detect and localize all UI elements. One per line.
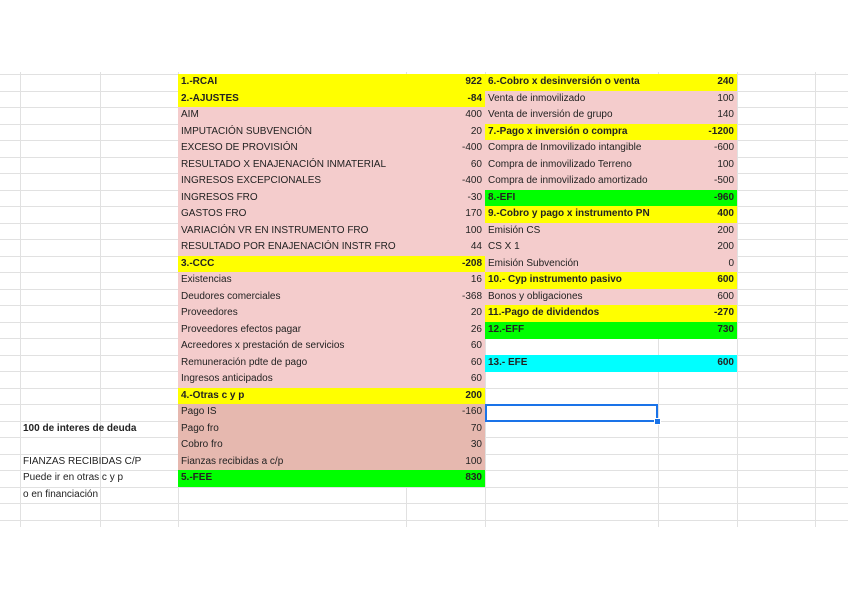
right_block-value-cell[interactable]: 400: [658, 206, 737, 223]
left_block-value-cell[interactable]: 922: [406, 74, 485, 91]
selected-cell[interactable]: [485, 404, 658, 422]
left_block-value-cell[interactable]: -208: [406, 256, 485, 273]
left_block-label-cell[interactable]: EXCESO DE PROVISIÓN: [178, 140, 406, 157]
left_block-label-cell[interactable]: Acreedores x prestación de servicios: [178, 338, 406, 355]
right_block-value-cell[interactable]: 730: [658, 322, 737, 339]
fill-handle[interactable]: [654, 418, 661, 425]
right_block-value-cell[interactable]: -960: [658, 190, 737, 207]
note-cell[interactable]: o en financiación: [23, 489, 99, 500]
right_block-label-cell[interactable]: Venta de inversión de grupo: [485, 107, 658, 124]
note-cell[interactable]: Puede ir en otras c y p: [23, 472, 124, 483]
left_block-label-cell[interactable]: IMPUTACIÓN SUBVENCIÓN: [178, 124, 406, 141]
left_block-label-cell[interactable]: Fianzas recibidas a c/p: [178, 454, 406, 471]
right_block-value-cell[interactable]: 140: [658, 107, 737, 124]
left_block-label-cell[interactable]: RESULTADO POR ENAJENACIÓN INSTR FRO: [178, 239, 406, 256]
left_block-value-cell[interactable]: 60: [406, 371, 485, 388]
left_block-label-cell[interactable]: Pago fro: [178, 421, 406, 438]
note-cell[interactable]: FIANZAS RECIBIDAS C/P: [23, 456, 142, 467]
column-gridline: [737, 72, 738, 527]
right_block-label-cell[interactable]: 11.-Pago de dividendos: [485, 305, 658, 322]
left_block-value-cell[interactable]: 30: [406, 437, 485, 454]
left_block-label-cell[interactable]: Proveedores efectos pagar: [178, 322, 406, 339]
left_block-value-cell[interactable]: -84: [406, 91, 485, 108]
left_block-label-cell[interactable]: Proveedores: [178, 305, 406, 322]
left_block-value-cell[interactable]: -30: [406, 190, 485, 207]
right_block-label-cell[interactable]: Compra de Inmovilizado intangible: [485, 140, 658, 157]
left_block-label-cell[interactable]: Remuneración pdte de pago: [178, 355, 406, 372]
left_block-label-cell[interactable]: AIM: [178, 107, 406, 124]
left_block-value-cell[interactable]: 26: [406, 322, 485, 339]
left_block-value-cell[interactable]: -400: [406, 140, 485, 157]
left_block-value-cell[interactable]: 830: [406, 470, 485, 487]
left_block-label-cell[interactable]: INGRESOS EXCEPCIONALES: [178, 173, 406, 190]
right_block-label-cell[interactable]: 9.-Cobro y pago x instrumento PN: [485, 206, 658, 223]
left_block-label-cell[interactable]: INGRESOS FRO: [178, 190, 406, 207]
left_block-label-cell[interactable]: 4.-Otras c y p: [178, 388, 406, 405]
right_block-value-cell[interactable]: 600: [658, 272, 737, 289]
right_block-value-cell[interactable]: 600: [658, 355, 737, 372]
left_block-value-cell[interactable]: 170: [406, 206, 485, 223]
left_block-label-cell[interactable]: RESULTADO X ENAJENACIÓN INMATERIAL: [178, 157, 406, 174]
right_block-value-cell[interactable]: -270: [658, 305, 737, 322]
right_block-value-cell[interactable]: [658, 338, 737, 355]
left_block-value-cell[interactable]: 100: [406, 223, 485, 240]
right_block-value-cell[interactable]: 600: [658, 289, 737, 306]
left_block-label-cell[interactable]: VARIACIÓN VR EN INSTRUMENTO FRO: [178, 223, 406, 240]
right_block-value-cell[interactable]: 0: [658, 256, 737, 273]
right_block-value-cell[interactable]: 240: [658, 74, 737, 91]
left_block-value-cell[interactable]: 16: [406, 272, 485, 289]
right_block-label-cell[interactable]: Compra de inmovilizado amortizado: [485, 173, 658, 190]
left_block-label-cell[interactable]: Cobro fro: [178, 437, 406, 454]
right_block-value-cell[interactable]: -600: [658, 140, 737, 157]
left_block-label-cell[interactable]: GASTOS FRO: [178, 206, 406, 223]
right_block-label-cell[interactable]: Venta de inmovilizado: [485, 91, 658, 108]
right_block-label-cell[interactable]: 6.-Cobro x desinversión o venta: [485, 74, 658, 91]
note-cell[interactable]: 100 de interes de deuda: [23, 423, 137, 434]
left_block-value-cell[interactable]: 60: [406, 338, 485, 355]
left_block-value-cell[interactable]: 20: [406, 124, 485, 141]
right_block-label-cell[interactable]: Bonos y obligaciones: [485, 289, 658, 306]
right_block-value-cell[interactable]: 100: [658, 157, 737, 174]
left_block-label-cell[interactable]: 2.-AJUSTES: [178, 91, 406, 108]
left_block-label-cell[interactable]: Deudores comerciales: [178, 289, 406, 306]
right_block-label-cell[interactable]: Compra de inmovilizado Terreno: [485, 157, 658, 174]
left_block-label-cell[interactable]: 5.-FEE: [178, 470, 406, 487]
right_block-label-cell[interactable]: 7.-Pago x inversión o compra: [485, 124, 658, 141]
left_block-value-cell[interactable]: -368: [406, 289, 485, 306]
left_block-value-cell[interactable]: -400: [406, 173, 485, 190]
left_block-label-cell[interactable]: Pago IS: [178, 404, 406, 421]
left_block-label-cell[interactable]: Ingresos anticipados: [178, 371, 406, 388]
left_block-label-cell[interactable]: 1.-RCAI: [178, 74, 406, 91]
right_block-label-cell[interactable]: CS X 1: [485, 239, 658, 256]
row-gridline: [0, 520, 848, 521]
right_block-value-cell[interactable]: 200: [658, 239, 737, 256]
right_block-label-cell[interactable]: Emisión CS: [485, 223, 658, 240]
left_block-label-cell[interactable]: Existencias: [178, 272, 406, 289]
left_block-value-cell[interactable]: 100: [406, 454, 485, 471]
left_block-value-cell[interactable]: 44: [406, 239, 485, 256]
left_block-value-cell[interactable]: 20: [406, 305, 485, 322]
right_block-label-cell[interactable]: Emisión Subvención: [485, 256, 658, 273]
right_block-label-cell[interactable]: 13.- EFE: [485, 355, 658, 372]
left_block-value-cell[interactable]: 60: [406, 157, 485, 174]
left_block-value-cell[interactable]: -160: [406, 404, 485, 421]
left_block-value-cell[interactable]: 200: [406, 388, 485, 405]
right_block-label-cell[interactable]: 8.-EFI: [485, 190, 658, 207]
right_block-label-cell[interactable]: 10.- Cyp instrumento pasivo: [485, 272, 658, 289]
left_block-value-cell[interactable]: 400: [406, 107, 485, 124]
right_block-value-cell[interactable]: -500: [658, 173, 737, 190]
left_block-label-cell[interactable]: 3.-CCC: [178, 256, 406, 273]
right_block-value-cell[interactable]: -1200: [658, 124, 737, 141]
left_block-value-cell[interactable]: 70: [406, 421, 485, 438]
right_block-value-cell[interactable]: 100: [658, 91, 737, 108]
right_block-label-cell[interactable]: 12.-EFF: [485, 322, 658, 339]
right_block-label-cell[interactable]: [485, 338, 658, 355]
left_block-value-cell[interactable]: 60: [406, 355, 485, 372]
right_block-value-cell[interactable]: 200: [658, 223, 737, 240]
column-gridline: [815, 72, 816, 527]
